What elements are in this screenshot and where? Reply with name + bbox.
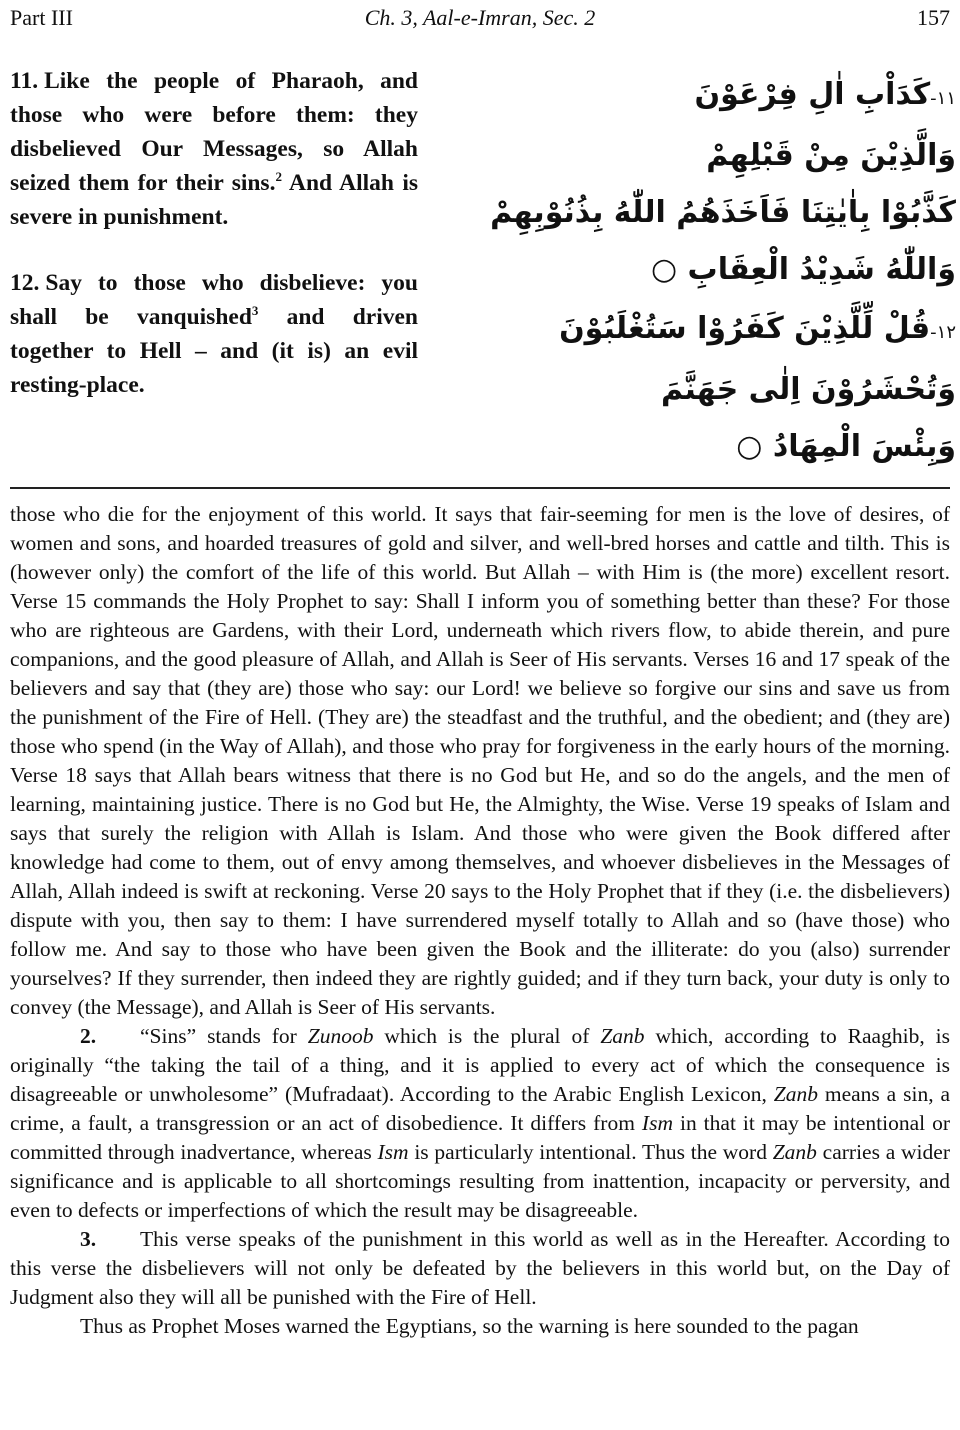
commentary-paragraph: those who die for the enjoyment of this world. It says that fair-seeming for men is the love of desires, of women and sons, and hoarded treasures of gold and silver, and well-bred horses and cattle and tilth. This is (however only) the comfort of the life of this world. But Allah – with Him is (the more) excellent resort. Verse 15 commands the Holy Prophet to say: Shall I inform you of something better than these? For those who are righteous are Gardens, with their Lord, underneath which rivers flow, to abide therein, and pure companions, and the good pleasure of Allah, and Allah is Seer of His servants. Verses 16 and 17 speak of the believers and say that (they are) those who say: our Lord! we believe so forgive our sins and save us from the punishment of the Fire of Hell. (They are) the steadfast and the truthful, and the obedient; and (they are) those who spend (in the Way of Allah), and those who pray for forgiveness in the early hours of the morning. Verse 18 says that Allah bears witness that there is no God but He, and so do the angels, and the men of learning, maintaining justice. There is no God but He, the Almighty, the Wise. Verse 19 speaks of Islam and says that surely the religion with Allah is Islam. And those who were given the Book differed after knowledge had come to them, out of envy among themselves, and whoever disbelieves in the Messages of Allah, Allah indeed is swift at reckoning. Verse 20 says to the Holy Prophet that if they (i.e. the disbelievers) dispute with you, then say to them: I have surrendered myself totally to Allah and so (have those) who follow me. And say to those who have been given the Book and the illiterate: do you (also) surrender yourselves? If they surrender, then indeed they are rightly guided; and if they turn back, your duty is only to convey (the Message), and Allah is Seer of His servants. [10, 502, 950, 1019]
english-translation [10, 64, 418, 402]
arabic-line: وَاللّٰهُ شَدِيْدُ الْعِقَابِ ○ [650, 252, 956, 287]
page-header [10, 4, 950, 36]
chapter-title: Ch. 3, Aal-e-Imran, Sec. 2 [364, 5, 596, 30]
arabic-line: ١٢-قُلْ لِّلَّذِيْنَ كَفَرُوْا سَتُغْلَبُوْنَ [559, 311, 956, 346]
footnote-ref-3: 3 [251, 303, 259, 319]
arabic-line: كَذَّبُوْا بِاٰيٰتِنَا فَاَخَذَهُمُ اللّٰهُ بِذُنُوْبِهِمْ [490, 195, 956, 230]
verse-text: Say to those who disbelieve: you shall be vanquished [10, 270, 418, 330]
arabic-text [490, 66, 956, 475]
verse-text: and driven together to Hell – and (it is) an evil resting-place. [10, 304, 418, 398]
page-number: 157 [917, 5, 950, 30]
part-label: Part III [10, 5, 73, 30]
arabic-line: وَتُحْشَرُوْنَ اِلٰى جَهَنَّمَ [661, 372, 956, 407]
footnote-3: 3. This verse speaks of the punishment in this world as well as in the Hereafter. According to this verse the disbelievers will not only be defeated by the believers in this world but, on the Day of Judgment also they will all be punished with the Fire of Hell. [10, 1227, 950, 1309]
verse-number-arabic: ١١- [930, 88, 956, 109]
footnote-number: 2. [80, 1024, 97, 1048]
verse-text: Like the people of Pharaoh, and those who were before them: they disbelieved Our Messages, so Allah seized them for their sins. [10, 68, 418, 196]
verse-11-english [10, 64, 418, 234]
verse-12-english [10, 266, 418, 402]
verse-text: And Allah is severe in punishment. [10, 170, 418, 230]
arabic-line: وَبِئْسَ الْمِهَادُ ○ [736, 429, 956, 464]
section-divider [10, 487, 950, 489]
commentary [10, 500, 950, 1341]
verse-number-arabic: ١٢- [930, 322, 956, 343]
verse-number: 11. [10, 68, 39, 94]
commentary-paragraph: Thus as Prophet Moses warned the Egyptians, so the warning is here sounded to the pagan [80, 1314, 859, 1338]
footnote-2: 2. “Sins” stands for Zunoob which is the plural of Zanb which, according to Raaghib, is originally “the taking the tail of a thing, and it is applied to every act of which the consequence is disagreeable or unwholesome” (Mufradaat). According to the Arabic English Lexicon, Zanb means a sin, a crime, a fault, a transgression or an act of disobedience. It differs from Ism in that it may be intentional or committed through inadvertance, whereas Ism is particularly intentional. Thus the word Zanb carries a wider significance and is applicable to all shortcomings resulting from inattention, incapacity or perversity, and even to defects or imperfections of which the result may be disagreeable. [10, 1024, 950, 1222]
arabic-line: ١١-كَدَاْبِ اٰلِ فِرْعَوْنَ [694, 77, 956, 112]
verse-number: 12. [10, 270, 40, 296]
arabic-line: وَالَّذِيْنَ مِنْ قَبْلِهِمْ [706, 138, 956, 173]
footnote-ref-2: 2 [275, 169, 282, 185]
footnote-number: 3. [80, 1227, 97, 1251]
